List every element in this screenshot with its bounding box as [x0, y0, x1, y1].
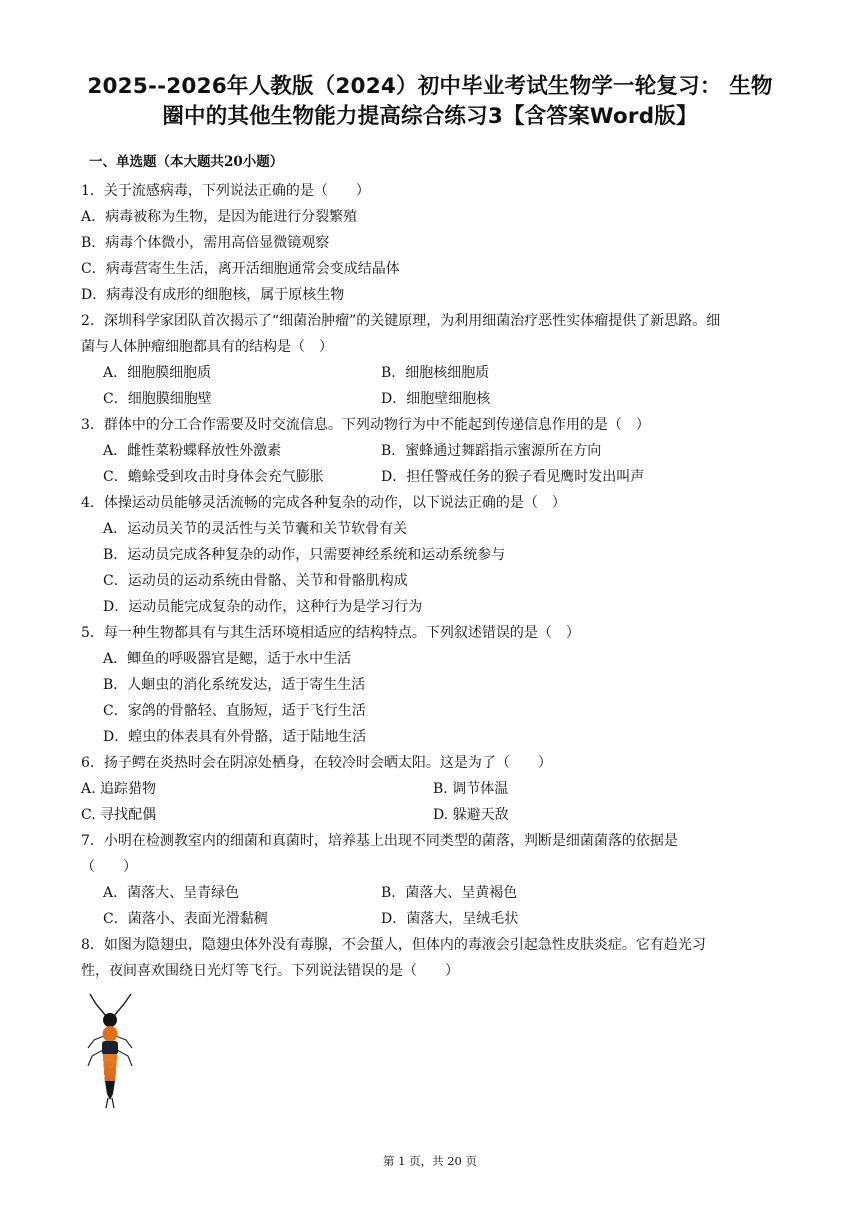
q1-option-a: A．病毒被称为生物，是因为能进行分裂繁殖: [81, 209, 358, 225]
rove-beetle-image: [82, 990, 138, 1116]
q3-option-b: B．蜜蜂通过舞蹈指示蜜源所在方向: [381, 443, 602, 459]
q7-stem-line-1: 7．小明在检测教室内的细菌和真菌时，培养基上出现不同类型的菌落，判断是细菌菌落的依据是: [81, 833, 678, 849]
q7-option-d: D．菌落大，呈绒毛状: [381, 911, 519, 927]
q5-stem: 5．每一种生物都具有与其生活环境相适应的结构特点。下列叙述错误的是（ ）: [81, 625, 580, 641]
q4-option-b: B．运动员完成各种复杂的动作，只需要神经系统和运动系统参与: [103, 547, 506, 563]
q2-option-d: D．细胞壁细胞核: [381, 391, 491, 407]
q8-stem-line-2: 性，夜间喜欢围绕日光灯等飞行。下列说法错误的是（ ）: [81, 963, 459, 979]
q2-option-b: B．细胞核细胞质: [381, 365, 490, 381]
q1-option-b: B．病毒个体微小，需用高倍显微镜观察: [81, 235, 330, 251]
q2-stem-line-2: 菌与人体肿瘤细胞都具有的结构是（ ）: [81, 339, 333, 355]
q7-option-c: C．菌落小、表面光滑黏稠: [103, 911, 268, 927]
q2-stem-line-1: 2．深圳科学家团队首次揭示了“细菌治肿瘤”的关键原理，为利用细菌治疗恶性实体瘤提供了新思路。细: [81, 313, 721, 329]
q1-option-d: D．病毒没有成形的细胞核，属于原核生物: [81, 287, 345, 303]
q3-option-a: A．雌性菜粉蝶释放性外激素: [103, 443, 282, 459]
page-footer: 第 1 页，共 20 页: [382, 1154, 478, 1168]
q6-option-b: B. 调节体温: [433, 781, 509, 797]
q6-option-d: D. 躲避天敌: [433, 807, 509, 823]
document-title: [60, 72, 800, 132]
q2-option-a: A．细胞膜细胞质: [103, 365, 212, 381]
q2-option-c: C．细胞膜细胞壁: [103, 391, 212, 407]
q4-option-a: A．运动员关节的灵活性与关节囊和关节软骨有关: [103, 521, 408, 537]
q5-option-a: A．鲫鱼的呼吸器官是鳃，适于水中生活: [103, 651, 352, 667]
q7-stem-line-2: （ ）: [81, 859, 137, 875]
q4-option-d: D．运动员能完成复杂的动作，这种行为是学习行为: [103, 599, 423, 615]
q1-option-c: C．病毒营寄生生活，离开活细胞通常会变成结晶体: [81, 261, 400, 277]
q7-option-b: B．菌落大、呈黄褐色: [381, 885, 518, 901]
q3-stem: 3．群体中的分工合作需要及时交流信息。下列动物行为中不能起到传递信息作用的是（ ）: [81, 417, 650, 433]
title-line-1: 2025--2026年人教版（2024）初中毕业考试生物学一轮复习： 生物: [87, 74, 773, 99]
q7-option-a: A．菌落大、呈青绿色: [103, 885, 240, 901]
q3-option-c: C．蟾蜍受到攻击时身体会充气膨胀: [103, 469, 324, 485]
q6-option-a: A. 追踪猎物: [81, 781, 157, 797]
q1-stem: 1．关于流感病毒，下列说法正确的是（ ）: [81, 183, 370, 199]
q4-option-c: C．运动员的运动系统由骨骼、关节和骨骼肌构成: [103, 573, 408, 589]
section-heading: 一、单选题（本大题共20小题）: [89, 154, 284, 170]
q5-option-b: B．人蛔虫的消化系统发达，适于寄生生活: [103, 677, 366, 693]
q3-option-d: D．担任警戒任务的猴子看见鹰时发出叫声: [381, 469, 645, 485]
q4-stem: 4．体操运动员能够灵活流畅的完成各种复杂的动作，以下说法正确的是（ ）: [81, 495, 566, 511]
title-line-2: 圈中的其他生物能力提高综合练习3【含答案Word版】: [162, 104, 698, 129]
q8-stem-line-1: 8．如图为隐翅虫，隐翅虫体外没有毒腺，不会蜇人，但体内的毒液会引起急性皮肤炎症。它有趋光习: [81, 937, 706, 953]
q6-stem: 6．扬子鳄在炎热时会在阴凉处栖身，在较冷时会晒太阳。这是为了（ ）: [81, 755, 552, 771]
q5-option-d: D．蝗虫的体表具有外骨骼，适于陆地生活: [103, 729, 367, 745]
q5-option-c: C．家鸽的骨骼轻、直肠短，适于飞行生活: [103, 703, 366, 719]
q6-option-c: C. 寻找配偶: [81, 807, 157, 823]
